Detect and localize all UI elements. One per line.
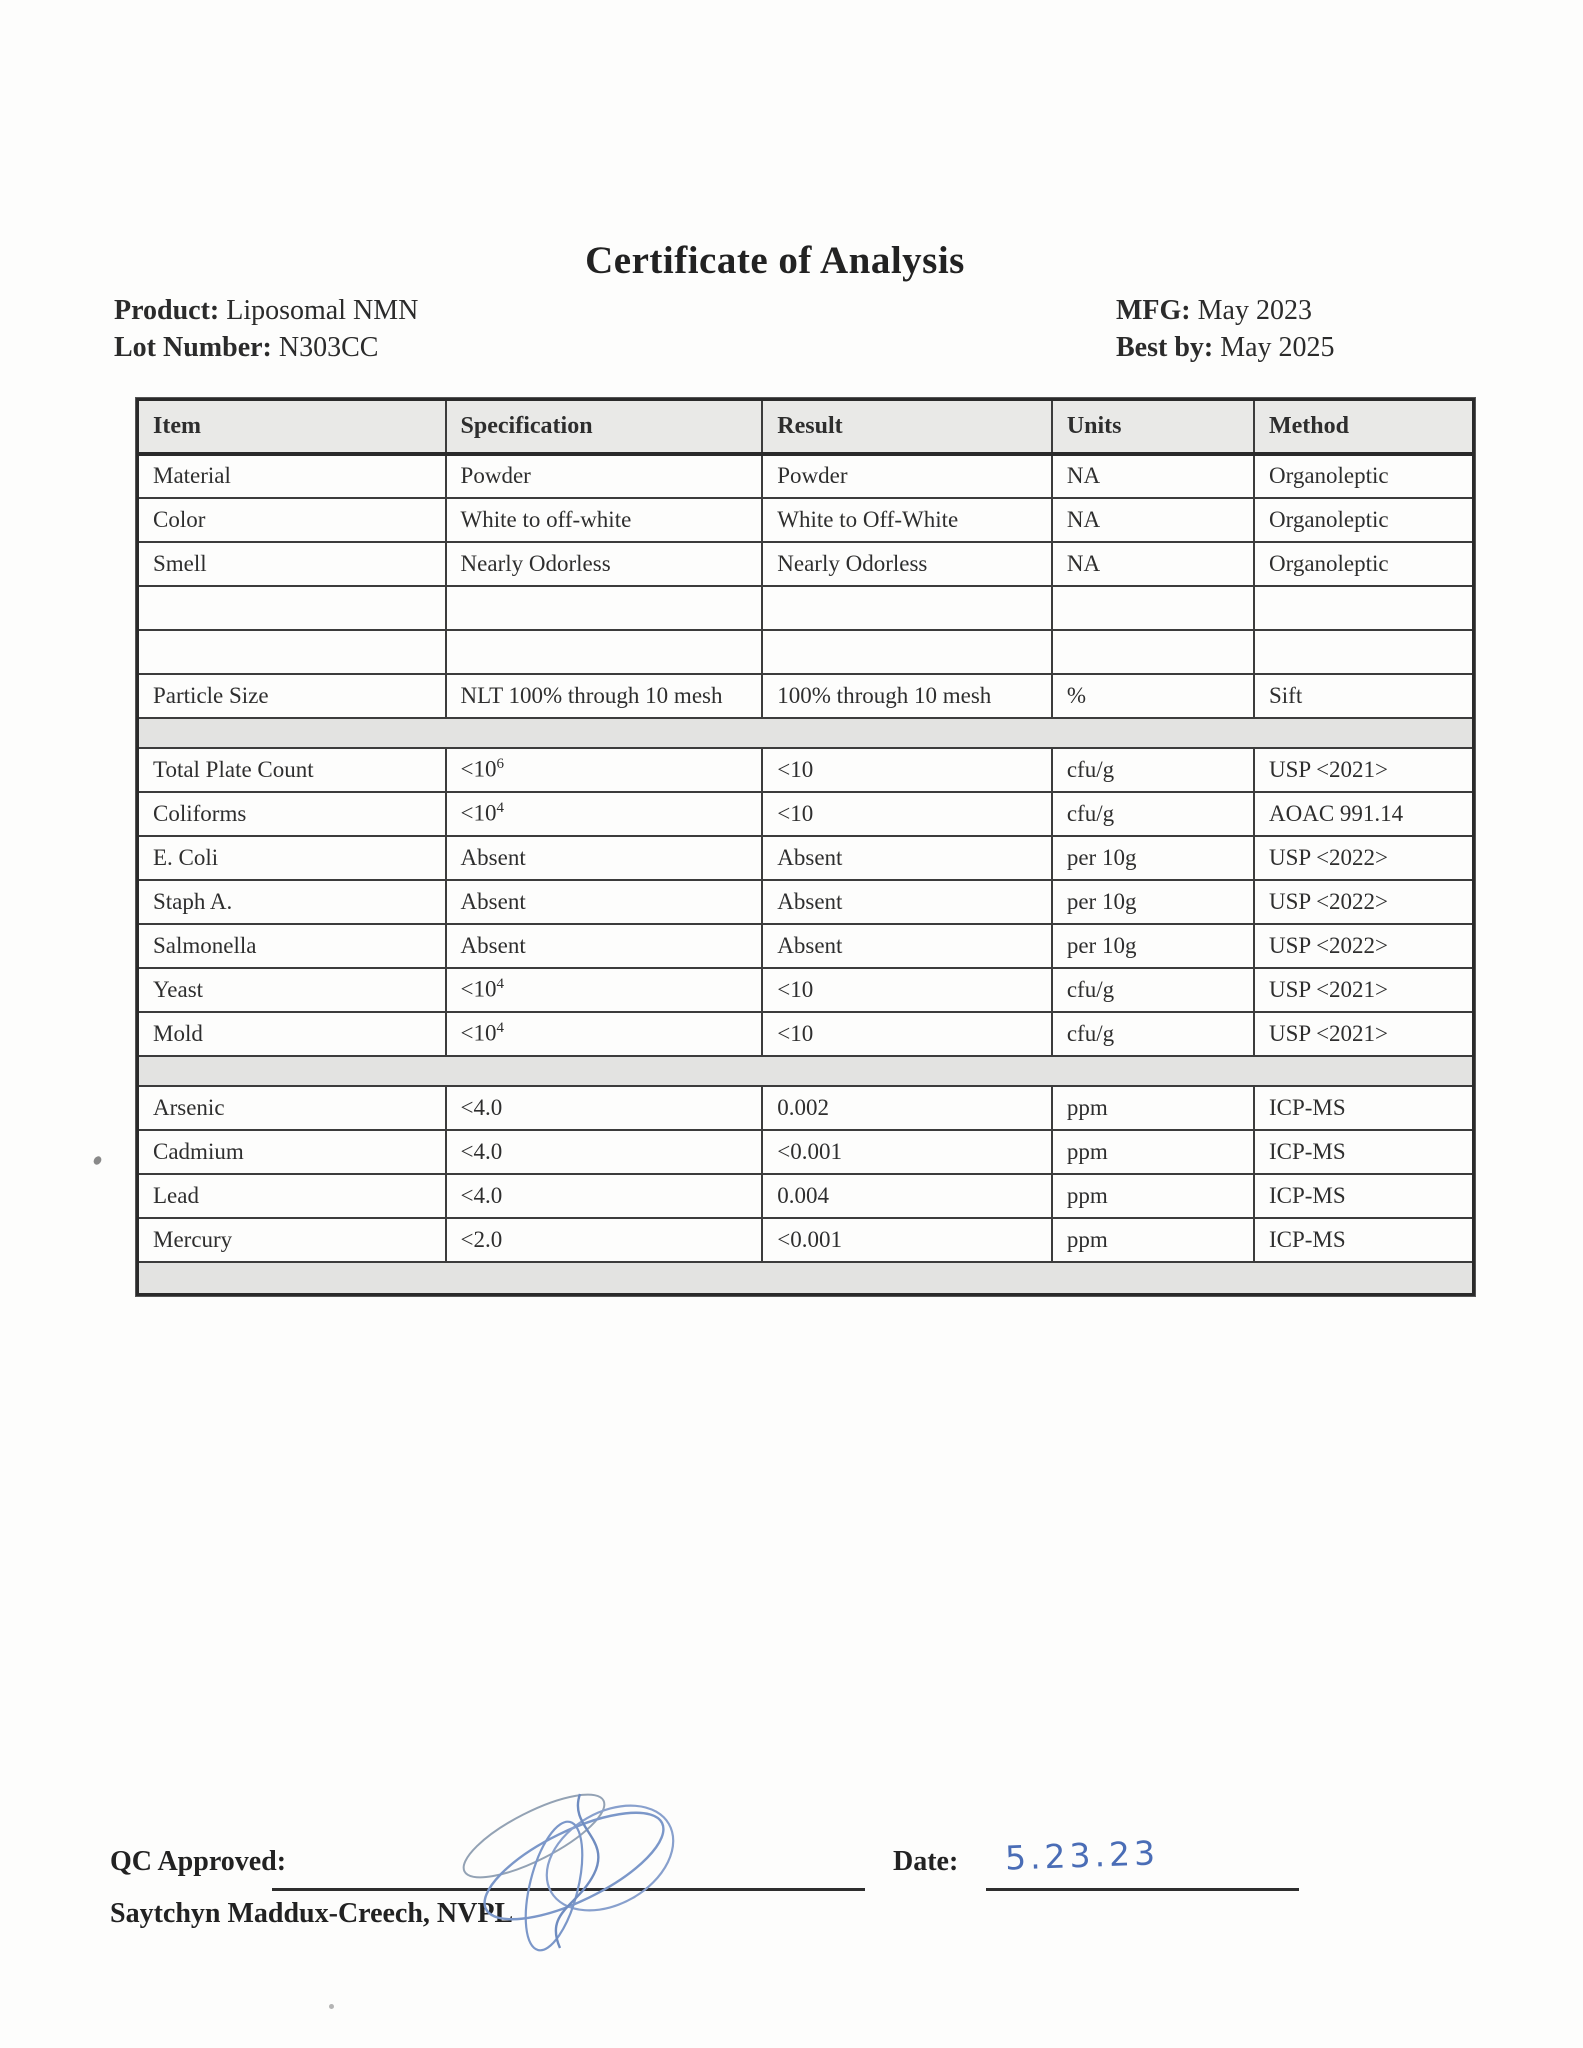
cell-item: Color [138, 498, 446, 542]
cell-result: <10 [762, 1012, 1052, 1056]
cell-item: Mold [138, 1012, 446, 1056]
cell-item: Smell [138, 542, 446, 586]
table-row [138, 792, 1474, 836]
cell-units: ppm [1052, 1130, 1254, 1174]
cell-method: USP <2021> [1254, 748, 1474, 792]
table-row [138, 880, 1474, 924]
product-label: Product: [114, 295, 220, 326]
column-header-units: Units [1052, 400, 1254, 454]
mfg-line [1116, 292, 1335, 329]
lot-line [114, 329, 418, 366]
empty-cell [1254, 630, 1474, 674]
cell-units: NA [1052, 454, 1254, 498]
coa-table [136, 398, 1475, 1296]
cell-result: Absent [762, 924, 1052, 968]
cell-units: per 10g [1052, 924, 1254, 968]
product-line [114, 292, 418, 329]
product-value: Liposomal NMN [226, 295, 419, 326]
cell-units: NA [1052, 542, 1254, 586]
empty-row [138, 630, 1474, 674]
cell-spec: $<10^6$ [446, 748, 763, 792]
cell-method: Organoleptic [1254, 454, 1474, 498]
cell-item: Cadmium [138, 1130, 446, 1174]
cell-units: ppm [1052, 1086, 1254, 1130]
table-header-row [138, 400, 1474, 454]
column-header-item: Item [138, 400, 446, 454]
table-row [138, 1012, 1474, 1056]
cell-item: Salmonella [138, 924, 446, 968]
cell-result: 100% through 10 mesh [762, 674, 1052, 718]
table-row [138, 748, 1474, 792]
cell-units: per 10g [1052, 836, 1254, 880]
table-row [138, 542, 1474, 586]
cell-units: ppm [1052, 1174, 1254, 1218]
separator-band [138, 1262, 1474, 1295]
cell-item: Particle Size [138, 674, 446, 718]
cell-spec: $<10^4$ [446, 968, 763, 1012]
spec-exponent: 6 [496, 756, 505, 773]
cell-item: Yeast [138, 968, 446, 1012]
cell-spec: Absent [446, 880, 763, 924]
product-lot-block [114, 292, 418, 366]
cell-units: cfu/g [1052, 968, 1254, 1012]
cell-spec: NLT 100% through 10 mesh [446, 674, 763, 718]
cell-result: Absent [762, 836, 1052, 880]
cell-method: USP <2021> [1254, 968, 1474, 1012]
column-header-specification: Specification [446, 400, 763, 454]
cell-result: White to Off-White [762, 498, 1052, 542]
empty-cell [762, 586, 1052, 630]
cell-item: Total Plate Count [138, 748, 446, 792]
cell-units: ppm [1052, 1218, 1254, 1262]
lot-value: N303CC [278, 332, 379, 363]
cell-item: E. Coli [138, 836, 446, 880]
table-row [138, 836, 1474, 880]
cell-item: Arsenic [138, 1086, 446, 1130]
cell-method: AOAC 991.14 [1254, 792, 1474, 836]
cell-units: % [1052, 674, 1254, 718]
cell-spec: $<10^4$ [446, 1012, 763, 1056]
cell-units: per 10g [1052, 880, 1254, 924]
empty-cell [138, 586, 446, 630]
handwritten-date: 5.23.23 [1004, 1833, 1160, 1878]
scan-artifact [92, 1155, 103, 1166]
empty-cell [762, 630, 1052, 674]
table-row [138, 968, 1474, 1012]
date-line [986, 1888, 1299, 1891]
separator-band [138, 718, 1474, 748]
cell-method: USP <2021> [1254, 1012, 1474, 1056]
cell-method: ICP-MS [1254, 1130, 1474, 1174]
cell-spec: Absent [446, 924, 763, 968]
cell-result: <0.001 [762, 1130, 1052, 1174]
cell-result: Powder [762, 454, 1052, 498]
cell-method: ICP-MS [1254, 1174, 1474, 1218]
cell-method: Sift [1254, 674, 1474, 718]
cell-spec: $<10^4$ [446, 792, 763, 836]
best-by-line [1116, 329, 1335, 366]
empty-cell [138, 630, 446, 674]
cell-item: Material [138, 454, 446, 498]
cell-method: USP <2022> [1254, 924, 1474, 968]
empty-cell [1254, 586, 1474, 630]
best-by-value: May 2025 [1220, 332, 1335, 363]
empty-cell [1052, 586, 1254, 630]
cell-method: ICP-MS [1254, 1086, 1474, 1130]
cell-units: NA [1052, 498, 1254, 542]
cell-item: Mercury [138, 1218, 446, 1262]
empty-cell [446, 586, 763, 630]
cell-spec: White to off-white [446, 498, 763, 542]
qc-approved-label: QC Approved: [110, 1846, 287, 1877]
cell-units: cfu/g [1052, 748, 1254, 792]
page-title: Certificate of Analysis [585, 239, 965, 282]
table-row [138, 1174, 1474, 1218]
scan-artifact [329, 2004, 334, 2009]
cell-method: ICP-MS [1254, 1218, 1474, 1262]
spec-exponent: 4 [496, 1020, 505, 1037]
spec-exponent: 4 [496, 800, 505, 817]
empty-cell [446, 630, 763, 674]
cell-result: <10 [762, 748, 1052, 792]
column-header-method: Method [1254, 400, 1474, 454]
separator-row [138, 1056, 1474, 1086]
table-row [138, 1086, 1474, 1130]
cell-result: 0.004 [762, 1174, 1052, 1218]
empty-row [138, 586, 1474, 630]
mfg-bestby-block [1116, 292, 1335, 366]
table-row [138, 498, 1474, 542]
qc-signature-scribble [422, 1786, 717, 1958]
lot-label: Lot Number: [114, 332, 272, 363]
cell-spec: <4.0 [446, 1174, 763, 1218]
cell-spec: Absent [446, 836, 763, 880]
mfg-label: MFG: [1116, 295, 1191, 326]
cell-item: Staph A. [138, 880, 446, 924]
separator-band [138, 1056, 1474, 1086]
table-row [138, 1218, 1474, 1262]
cell-spec: Nearly Odorless [446, 542, 763, 586]
mfg-value: May 2023 [1197, 295, 1312, 326]
cell-method: USP <2022> [1254, 836, 1474, 880]
cell-spec: Powder [446, 454, 763, 498]
cell-method: Organoleptic [1254, 498, 1474, 542]
column-header-result: Result [762, 400, 1052, 454]
cell-result: Nearly Odorless [762, 542, 1052, 586]
best-by-label: Best by: [1116, 332, 1214, 363]
date-label: Date: [893, 1846, 959, 1877]
approver-name: Saytchyn Maddux-Creech, NVPL [110, 1898, 514, 1929]
cell-result: 0.002 [762, 1086, 1052, 1130]
cell-spec: <4.0 [446, 1086, 763, 1130]
table-row [138, 454, 1474, 498]
table-row [138, 1130, 1474, 1174]
empty-cell [1052, 630, 1254, 674]
cell-units: cfu/g [1052, 792, 1254, 836]
cell-item: Lead [138, 1174, 446, 1218]
cell-units: cfu/g [1052, 1012, 1254, 1056]
separator-row [138, 1262, 1474, 1295]
spec-exponent: 4 [496, 976, 505, 993]
cell-spec: <2.0 [446, 1218, 763, 1262]
cell-spec: <4.0 [446, 1130, 763, 1174]
cell-result: <10 [762, 968, 1052, 1012]
separator-row [138, 718, 1474, 748]
cell-result: <0.001 [762, 1218, 1052, 1262]
table-row [138, 924, 1474, 968]
cell-method: USP <2022> [1254, 880, 1474, 924]
cell-item: Coliforms [138, 792, 446, 836]
table-row [138, 674, 1474, 718]
cell-result: <10 [762, 792, 1052, 836]
cell-result: Absent [762, 880, 1052, 924]
cell-method: Organoleptic [1254, 542, 1474, 586]
